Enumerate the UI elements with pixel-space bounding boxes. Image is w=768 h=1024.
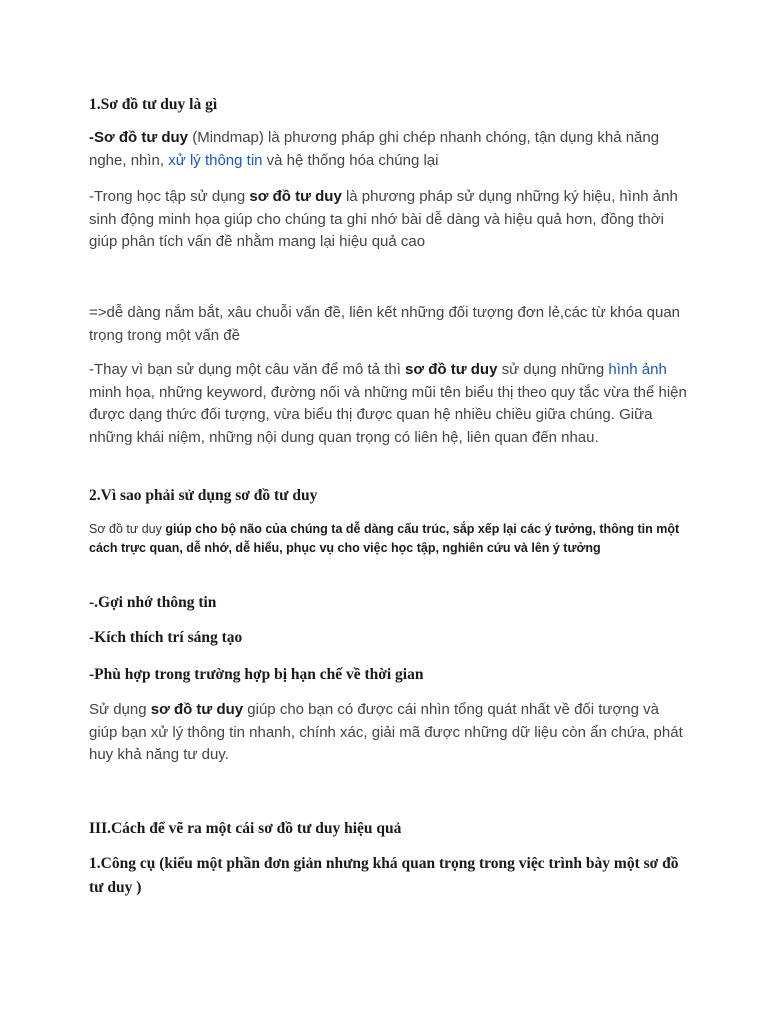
heading-why-use: 2.Vì sao phải sử dụng sơ đồ tư duy xyxy=(89,487,318,504)
paragraph-brain-benefit xyxy=(89,520,689,557)
bullet-creativity: -Kích thích trí sáng tạo xyxy=(89,629,243,646)
text-span: Sơ đồ tư duy xyxy=(89,522,166,536)
bullet-memory: -.Gợi nhớ thông tin xyxy=(89,594,217,611)
text-span: là phương pháp sử dụng những ký hiệu, hình ảnh sinh động minh họa giúp cho chúng ta ghi nhớ bài dễ dàng và hiệu quả hơn, đồng thời giúp phân tích vấn đề nhằm mang lại hiệu quả cao xyxy=(89,188,678,250)
paragraph-overview xyxy=(89,699,689,767)
text-span: -Trong học tập sử dụng xyxy=(89,188,250,205)
text-span: -Thay vì bạn sử dụng một câu văn để mô tả thì xyxy=(89,361,406,378)
bold-term: -Sơ đồ tư duy xyxy=(89,129,189,146)
bold-term: sơ đồ tư duy xyxy=(150,701,244,718)
text-span: và hệ thống hóa chúng lại xyxy=(262,151,439,169)
text-span: minh họa, những keyword, đường nối và những mũi tên biểu thị theo quy tắc vừa thể hiện được dạng thức đối tượng, vừa biểu thị được quan hệ nhiều chiều giữa chúng. Giữa những khái niệm, những nội dung quan trọng có liên hệ, liên quan đến nhau. xyxy=(89,383,687,446)
text-span: Sử dụng xyxy=(89,701,151,718)
bullet-time-limit: -Phù hợp trong trường hợp bị hạn chế về thời gian xyxy=(89,666,424,683)
heading-tools: 1.Công cụ (kiểu một phần đơn giản nhưng khá quan trọng trong việc trình bày một sơ đồ tư duy ) xyxy=(89,855,679,896)
link-hinh-anh[interactable]: hình ảnh xyxy=(608,361,667,378)
link-xu-ly-thong-tin[interactable]: xử lý thông tin xyxy=(168,151,263,169)
paragraph-learning xyxy=(89,186,689,254)
paragraph-conclusion: =>dễ dàng nắm bắt, xâu chuỗi vấn đề, liên kết những đối tượng đơn lẻ,các từ khóa quan trọng trong một vấn đề xyxy=(89,304,681,344)
heading-how-to-draw: III.Cách để vẽ ra một cái sơ đồ tư duy hiệu quả xyxy=(89,820,402,837)
text-span: giúp cho bạn có được cái nhìn tổng quát nhất về đối tượng và giúp bạn xử lý thông tin nhanh, chính xác, giải mã được những dữ liệu còn ẩn chứa, phát huy khả năng tư duy. xyxy=(89,701,683,763)
text-span: sử dụng những xyxy=(497,361,609,378)
paragraph-instead xyxy=(89,359,689,449)
bold-term: giúp cho bộ não của chúng ta dễ dàng cấu trúc, sắp xếp lại các ý tưởng, thông tin một cách trực quan, dễ nhớ, dễ hiểu, phục vụ cho việc học tập, nghiên cứu và lên ý tưởng xyxy=(89,522,680,555)
paragraph-definition xyxy=(89,127,689,172)
bold-term: sơ đồ tư duy xyxy=(249,188,342,205)
bold-term: sơ đồ tư duy xyxy=(405,361,498,378)
heading-what-is-mindmap: 1.Sơ đồ tư duy là gì xyxy=(89,96,218,113)
text-span: (Mindmap) là phương pháp ghi chép nhanh chóng, tận dụng khả năng nghe, nhìn, xyxy=(89,129,660,169)
